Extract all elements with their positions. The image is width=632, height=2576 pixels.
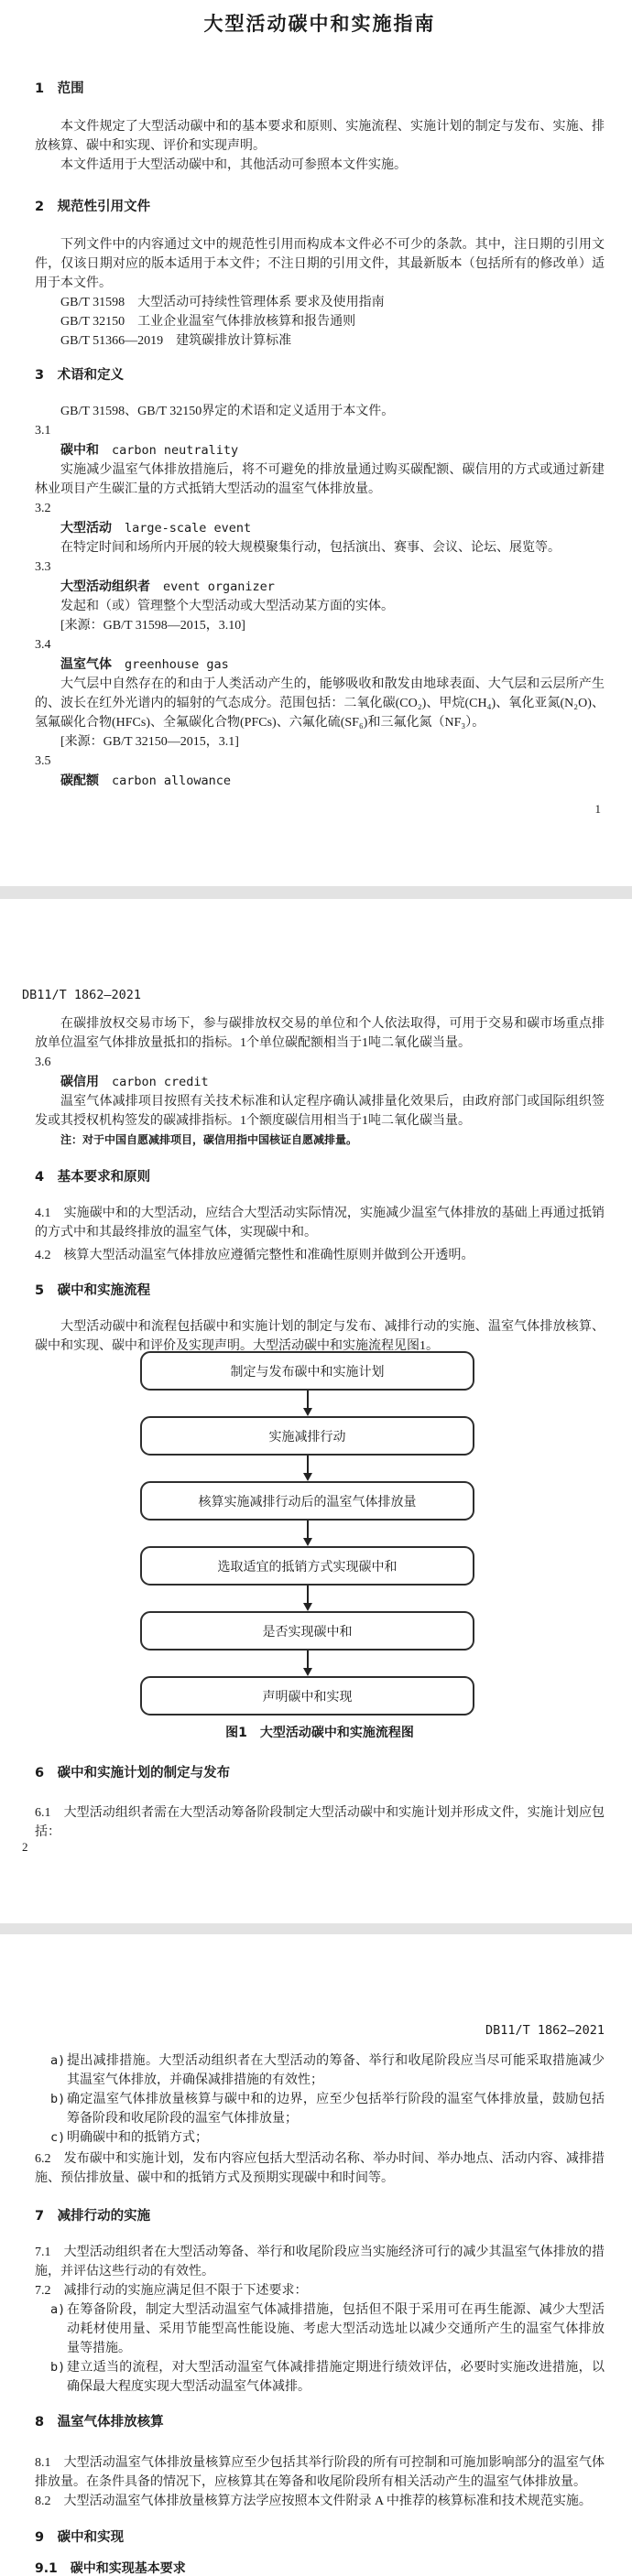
flow-step-plan: 制定与发布碳中和实施计划 bbox=[140, 1351, 474, 1391]
arrow-down-icon bbox=[302, 1586, 313, 1611]
section-7-heading: 7 减排行动的实施 bbox=[35, 2209, 151, 2224]
clause-6-1: 6.1 大型活动组织者需在大型活动筹备阶段制定大型活动碳中和实施计划并形成文件，实施计划应包括： bbox=[35, 1806, 605, 1839]
page-number: 1 bbox=[594, 802, 601, 816]
term-title bbox=[35, 518, 605, 538]
section-1-paragraph: 本文件规定了大型活动碳中和的基本要求和原则、实施流程、实施计划的制定与发布、实施、排放核算、碳中和实现、评价和实现声明。 bbox=[35, 120, 605, 153]
term-en: carbon neutrality bbox=[112, 443, 239, 458]
clause-9-1-heading: 9.1 碳中和实现基本要求 bbox=[35, 2561, 186, 2576]
term-zh: 大型活动 bbox=[60, 521, 112, 536]
list-marker: c) bbox=[50, 2130, 66, 2145]
section-2-heading: 2 规范性引用文件 bbox=[35, 200, 151, 214]
term-number: 3.2 bbox=[35, 502, 51, 515]
section-3-paragraph: GB/T 31598、GB/T 32150界定的术语和定义适用于本文件。 bbox=[60, 405, 395, 418]
page-number: 2 bbox=[22, 1840, 28, 1854]
running-header: DB11/T 1862—2021 bbox=[22, 988, 142, 1002]
section-2-paragraph: 下列文件中的内容通过文中的规范性引用而构成本文件必不可少的条款。其中，注日期的引用文件，仅该日期对应的版本适用于本文件；不注日期的引用文件，其最新版本（包括所有的修改单）适用于本文件。 bbox=[35, 238, 605, 290]
page-separator bbox=[0, 886, 632, 899]
term-number: 3.6 bbox=[35, 1055, 51, 1069]
section-5-heading: 5 碳中和实施流程 bbox=[35, 1283, 151, 1298]
term-title bbox=[35, 1072, 605, 1092]
normative-reference: GB/T 51366—2019 建筑碳排放计算标准 bbox=[60, 334, 292, 348]
term-en: large-scale event bbox=[125, 521, 252, 536]
section-3-heading: 3 术语和定义 bbox=[35, 368, 125, 383]
section-1-paragraph: 本文件适用于大型活动碳中和，其他活动可参照本文件实施。 bbox=[60, 158, 407, 172]
arrow-down-icon bbox=[302, 1391, 313, 1416]
term-title bbox=[35, 440, 605, 460]
section-1-heading: 1 范围 bbox=[35, 81, 84, 96]
flow-step-check: 是否实现碳中和 bbox=[140, 1611, 474, 1651]
clause-6-2: 6.2 发布碳中和实施计划，发布内容应包括大型活动名称、举办时间、举办地点、活动内容、减排措施、预估排放量、碳中和的抵销方式及预期实现碳中和时间等。 bbox=[35, 2152, 605, 2185]
flowchart-figure-1 bbox=[35, 1351, 605, 1716]
list-text: 明确碳中和的抵销方式； bbox=[67, 2131, 208, 2145]
term-title bbox=[35, 655, 605, 675]
flow-step-declare: 声明碳中和实现 bbox=[140, 1676, 474, 1716]
term-definition: 实施减少温室气体排放措施后，将不可避免的排放量通过购买碳配额、碳信用的方式或通过新建林业项目产生碳汇量的方式抵销大型活动的温室气体排放量。 bbox=[35, 463, 605, 496]
term-title bbox=[35, 577, 605, 597]
term-definition: 温室气体减排项目按照有关技术标准和认定程序确认减排量化效果后，由政府部门或国际组织签发或其授权机构签发的碳减排指标。1个额度碳信用相当于1吨二氧化碳当量。 bbox=[35, 1095, 605, 1128]
section-6-heading: 6 碳中和实施计划的制定与发布 bbox=[35, 1766, 231, 1780]
term-number: 3.3 bbox=[35, 560, 51, 574]
term-zh: 碳配额 bbox=[60, 774, 99, 788]
clause-8-2: 8.2 大型活动温室气体排放量核算方法学应按照本文件附录 A 中推荐的核算标准和技术规范实施。 bbox=[35, 2495, 592, 2508]
section-8-heading: 8 温室气体排放核算 bbox=[35, 2415, 164, 2430]
term-number: 3.4 bbox=[35, 638, 51, 652]
list-item-c bbox=[35, 2128, 605, 2148]
term-zh: 碳信用 bbox=[60, 1075, 99, 1089]
figure-1-caption: 图1 大型活动碳中和实施流程图 bbox=[225, 1726, 414, 1740]
list-marker: a) bbox=[50, 2302, 66, 2317]
term-definition: 在特定时间和场所内开展的较大规模聚集行动，包括演出、赛事、会议、论坛、展览等。 bbox=[60, 541, 561, 555]
list-item-b bbox=[35, 2090, 605, 2128]
list-marker: b) bbox=[50, 2092, 66, 2106]
section-4-heading: 4 基本要求和原则 bbox=[35, 1170, 151, 1185]
term-en: carbon allowance bbox=[112, 774, 232, 788]
clause-8-1: 8.1 大型活动温室气体排放量核算应至少包括其举行阶段的所有可控制和可施加影响部分的温室气体排放量。在条件具备的情况下，应核算其在筹备和收尾阶段所有相关活动产生的温室气体排放量。 bbox=[35, 2456, 605, 2489]
section-9-heading: 9 碳中和实现 bbox=[35, 2530, 125, 2545]
clause-7-1: 7.1 大型活动组织者在大型活动筹备、举行和收尾阶段应当实施经济可行的减少其温室气体排放的措施，并评估这些行动的有效性。 bbox=[35, 2246, 605, 2278]
term-source: [来源：GB/T 32150—2015，3.1] bbox=[60, 735, 239, 749]
term-en: carbon credit bbox=[112, 1075, 209, 1089]
page-2 bbox=[0, 899, 632, 1923]
list-text: 确定温室气体排放量核算与碳中和的边界，应至少包括举行阶段的温室气体排放量，鼓励包括筹备阶段和收尾阶段的温室气体排放量； bbox=[67, 2093, 605, 2126]
term-en: greenhouse gas bbox=[125, 657, 229, 672]
clause-7-2-list bbox=[35, 2300, 605, 2397]
list-marker: b) bbox=[50, 2360, 66, 2375]
flow-step-reduce: 实施减排行动 bbox=[140, 1416, 474, 1456]
document-title: 大型活动碳中和实施指南 bbox=[203, 13, 436, 35]
term-number: 3.5 bbox=[35, 754, 51, 768]
term-definition: 大气层中自然存在的和由于人类活动产生的，能够吸收和散发由地球表面、大气层和云层所产生的、波长在红外光谱内的辐射的气态成分。范围包括：二氧化碳(CO₂)、甲烷(CH₄)、氧化亚氮(N₂O)、氢氟碳化合物(HFCs)、全氟碳化合物(PFCs)、六氟化硫(SF₆)和三氟化氮（NF₃）。 bbox=[35, 677, 605, 730]
page-1 bbox=[0, 0, 632, 886]
term-definition-continued: 在碳排放权交易市场下，参与碳排放权交易的单位和个人依法取得，可用于交易和碳市场重点排放单位温室气体排放量抵扣的指标。1个单位碳配额相当于1吨二氧化碳当量。 bbox=[35, 1017, 605, 1050]
normative-reference: GB/T 32150 工业企业温室气体排放核算和报告通则 bbox=[60, 315, 356, 329]
arrow-down-icon bbox=[302, 1651, 313, 1676]
page-separator bbox=[0, 1923, 632, 1934]
list-item-a bbox=[35, 2051, 605, 2090]
list-text: 提出减排措施。大型活动组织者在大型活动的筹备、举行和收尾阶段应当尽可能采取措施减少其温室气体排放，并确保减排措施的有效性； bbox=[67, 2054, 605, 2087]
term-note: 注：对于中国自愿减排项目，碳信用指中国核证自愿减排量。 bbox=[60, 1133, 358, 1146]
term-definition: 发起和（或）管理整个大型活动或大型活动某方面的实体。 bbox=[60, 600, 394, 613]
clause-4-2: 4.2 核算大型活动温室气体排放应遵循完整性和准确性原则并做到公开透明。 bbox=[35, 1249, 474, 1262]
term-zh: 大型活动组织者 bbox=[60, 579, 150, 594]
arrow-down-icon bbox=[302, 1521, 313, 1546]
list-marker: a) bbox=[50, 2053, 66, 2068]
list-item-a bbox=[35, 2300, 605, 2358]
clause-7-2: 7.2 减排行动的实施应满足但不限于下述要求： bbox=[35, 2284, 308, 2298]
flow-step-account: 核算实施减排行动后的温室气体排放量 bbox=[140, 1481, 474, 1521]
term-title bbox=[35, 771, 605, 791]
normative-reference: GB/T 31598 大型活动可持续性管理体系 要求及使用指南 bbox=[60, 296, 385, 309]
page-3 bbox=[0, 1934, 632, 2576]
term-number: 3.1 bbox=[35, 424, 51, 438]
list-text: 在筹备阶段，制定大型活动温室气体减排措施，包括但不限于采用可在再生能源、减少大型活动耗材使用量、采用节能型高性能设施、考虑大型活动选址以减少交通所产生的温室气体排放量等措施。 bbox=[67, 2303, 605, 2355]
list-item-b bbox=[35, 2358, 605, 2397]
term-source: [来源：GB/T 31598—2015，3.10] bbox=[60, 619, 245, 633]
arrow-down-icon bbox=[302, 1456, 313, 1481]
term-zh: 碳中和 bbox=[60, 443, 99, 458]
list-text: 建立适当的流程，对大型活动温室气体减排措施定期进行绩效评估，必要时实施改进措施，以确保最大程度实现大型活动温室气体减排。 bbox=[67, 2361, 605, 2394]
clause-4-1: 4.1 实施碳中和的大型活动，应结合大型活动实际情况，实施减少温室气体排放的基础上再通过抵销的方式中和其最终排放的温室气体，实现碳中和。 bbox=[35, 1207, 605, 1239]
flow-step-offset: 选取适宜的抵销方式实现碳中和 bbox=[140, 1546, 474, 1586]
term-zh: 温室气体 bbox=[60, 657, 112, 672]
running-header: DB11/T 1862—2021 bbox=[485, 2023, 605, 2038]
term-en: event organizer bbox=[163, 579, 275, 594]
clause-6-1-list bbox=[35, 2051, 605, 2148]
section-5-paragraph: 大型活动碳中和流程包括碳中和实施计划的制定与发布、减排行动的实施、温室气体排放核算、碳中和实现、碳中和评价及实现声明。大型活动碳中和实施流程见图1。 bbox=[35, 1320, 605, 1353]
